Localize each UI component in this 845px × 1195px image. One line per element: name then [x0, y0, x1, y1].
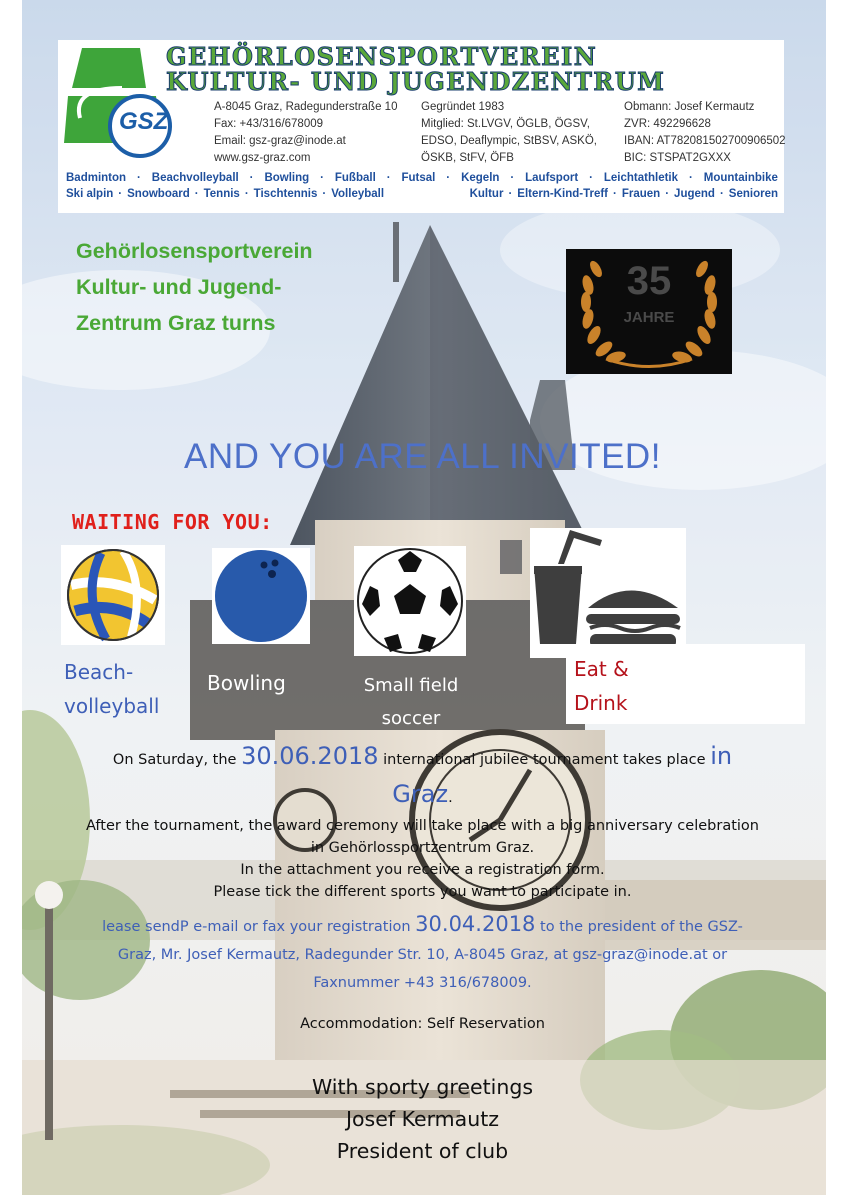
- signature-title: President of club: [336, 1139, 509, 1163]
- location-period: .: [448, 790, 453, 806]
- registration-line2: Please tick the different sports you want to participate in.: [213, 884, 632, 900]
- sports-row-2: Ski alpin · Snowboard · Tennis · Tischtennis · Volleyball Kultur · Eltern-Kind-Treff · Frauen · Jugend · Senioren: [66, 188, 778, 200]
- eat-drink-label-line1: Eat &: [574, 657, 629, 681]
- headline: [76, 234, 313, 342]
- membership-info: [421, 99, 597, 167]
- food-drink-tile: [530, 528, 686, 658]
- soccer-ball-icon: [354, 546, 466, 656]
- sport-item: Mountainbike: [703, 172, 778, 184]
- instructions-text-a: lease sendP e-mail or fax your registration: [102, 919, 416, 935]
- sport-item: Snowboard: [127, 188, 190, 200]
- signature-block: [0, 1071, 845, 1167]
- drink-burger-icon: [530, 528, 686, 658]
- soccer-label-line2: soccer: [381, 708, 441, 729]
- registration-deadline: 30.04.2018: [415, 912, 536, 936]
- membership-line: EDSO, Deaflympic, StBSV, ASKÖ,: [421, 135, 597, 147]
- instructions-text-b: to the president of the GSZ-: [535, 919, 743, 935]
- instructions-line3: Faxnummer +43 316/678009.: [313, 975, 532, 991]
- volleyball-icon: [61, 545, 165, 645]
- membership-line: ÖSKB, StFV, ÖFB: [421, 152, 514, 164]
- contact-website[interactable]: www.gsz-graz.com: [214, 152, 311, 164]
- program-item: Jugend: [674, 188, 715, 200]
- instructions-line2: Graz, Mr. Josef Kermautz, Radegunder Str. 10, A-8045 Graz, at gsz-graz@inode.at or: [117, 947, 728, 963]
- contact-fax: Fax: +43/316/678009: [214, 118, 324, 130]
- registration-instructions: [0, 910, 845, 997]
- signature-greeting: With sporty greetings: [311, 1075, 534, 1099]
- contact-address: A-8045 Graz, Radegunderstraße 10: [214, 101, 398, 113]
- contact-email[interactable]: Email: gsz-graz@inode.at: [214, 135, 346, 147]
- headline-line1: Gehörlosensportverein: [76, 239, 313, 263]
- membership-line: Gegründet 1983: [421, 101, 505, 113]
- sport-item: Bowling: [264, 172, 310, 184]
- officials-line: ZVR: 492296628: [624, 118, 711, 130]
- beachvolleyball-label: [64, 655, 159, 723]
- ceremony-paragraph: [0, 815, 845, 903]
- sport-item: Leichtathletik: [603, 172, 679, 184]
- signature-name: Josef Kermautz: [345, 1107, 500, 1131]
- officials-line: BIC: STSPAT2GXXX: [624, 152, 731, 164]
- p1-text-a: On Saturday, the: [112, 752, 242, 768]
- bowling-tile: [212, 548, 310, 644]
- p1-in: in: [710, 742, 733, 770]
- bowling-ball-icon: [212, 548, 310, 644]
- badge-number: 35: [626, 259, 672, 303]
- ceremony-line1: After the tournament, the award ceremony will take place with a big anniversary celebration: [86, 818, 759, 834]
- p1-text-b: international jubilee tournament takes place: [378, 752, 711, 768]
- club-title-line1: GEHÖRLOSENSPORTVEREIN: [166, 42, 598, 71]
- program-item: Eltern-Kind-Treff: [517, 188, 609, 200]
- tournament-date: 30.06.2018: [241, 742, 379, 770]
- sport-item: Futsal: [401, 172, 436, 184]
- sports-row-1: Badminton · Beachvolleyball · Bowling · Fußball · Futsal · Kegeln · Laufsport · Leichtathletik · Mountainbike: [66, 172, 778, 184]
- sport-item: Laufsport: [525, 172, 579, 184]
- soccer-tile: [354, 546, 466, 656]
- sport-item: Fußball: [334, 172, 376, 184]
- sport-item: Beachvolleyball: [151, 172, 239, 184]
- sport-item: Kegeln: [461, 172, 500, 184]
- officials-line: Obmann: Josef Kermautz: [624, 101, 755, 113]
- ceremony-line2: in Gehörlossportzentrum Graz.: [310, 840, 535, 856]
- beachvolleyball-label-line1: Beach-: [64, 660, 134, 684]
- contact-info: [214, 99, 397, 167]
- beachvolleyball-label-line2: volleyball: [64, 694, 160, 718]
- anniversary-badge: [566, 249, 732, 374]
- sport-item: Volleyball: [331, 188, 385, 200]
- officials-line: IBAN: AT782081502700906502: [624, 135, 786, 147]
- tournament-location: [0, 776, 845, 816]
- program-item: Kultur: [469, 188, 504, 200]
- accommodation-note: Accommodation: Self Reservation: [300, 1016, 545, 1032]
- registration-line1: In the attachment you receive a registration form.: [240, 862, 605, 878]
- soccer-label-line1: Small field: [363, 675, 459, 696]
- logo-text: GSZ: [119, 108, 169, 135]
- program-item: Senioren: [728, 188, 778, 200]
- eat-drink-label: [574, 652, 629, 720]
- letterhead: [58, 40, 784, 213]
- headline-line2: Kultur- und Jugend-: [76, 275, 282, 299]
- volleyball-tile: [61, 545, 165, 645]
- sport-item: Ski alpin: [66, 188, 114, 200]
- membership-line: Mitglied: St.LVGV, ÖGLB, ÖGSV,: [421, 118, 590, 130]
- eat-drink-label-line2: Drink: [574, 691, 628, 715]
- sport-item: Tennis: [203, 188, 240, 200]
- bowling-label: Bowling: [207, 671, 286, 695]
- waiting-heading: WAITING FOR YOU:: [72, 510, 273, 534]
- headline-line3: Zentrum Graz turns: [76, 311, 276, 335]
- sport-item: Tischtennis: [253, 188, 318, 200]
- location-graz: Graz: [392, 780, 449, 808]
- program-item: Frauen: [621, 188, 661, 200]
- invited-heading: AND YOU ARE ALL INVITED!: [184, 437, 661, 476]
- club-title-line2: KULTUR- UND JUGENDZENTRUM: [166, 67, 666, 96]
- badge-word: JAHRE: [623, 309, 675, 326]
- instructions-line1: [0, 910, 845, 941]
- soccer-label: [356, 669, 466, 735]
- sport-item: Badminton: [66, 172, 127, 184]
- officials-info: [624, 99, 786, 167]
- gsz-logo: [62, 48, 174, 160]
- tournament-paragraph: [0, 738, 845, 778]
